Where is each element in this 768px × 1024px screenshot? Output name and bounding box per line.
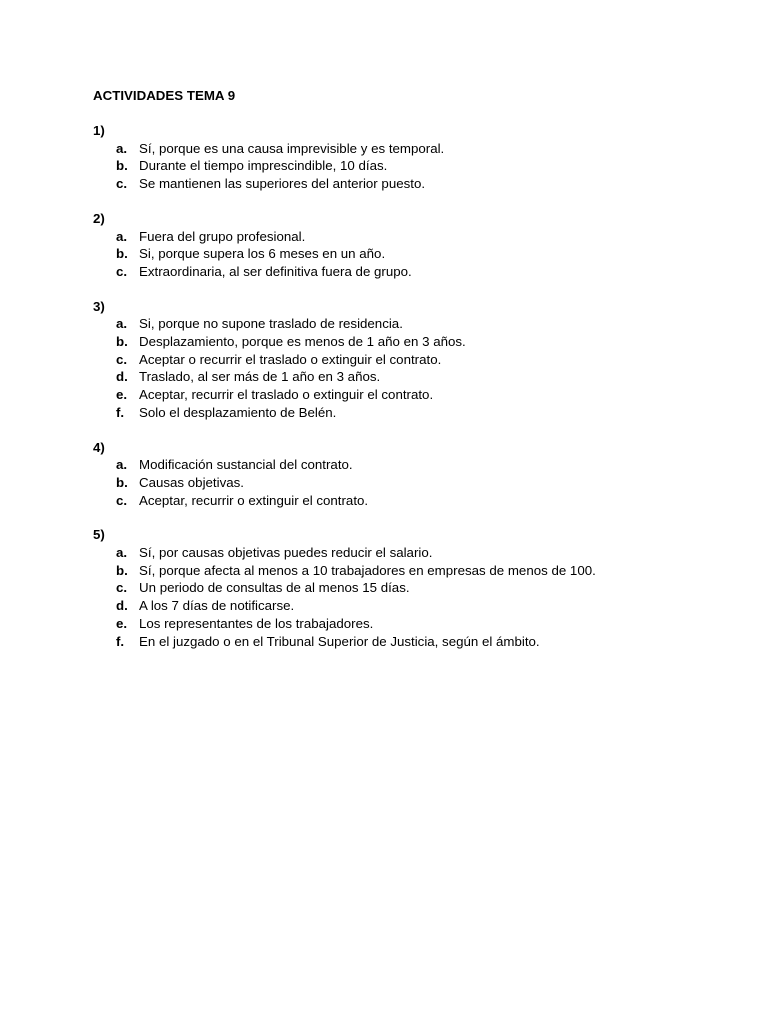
answer-letter: a. — [116, 140, 128, 156]
answer-text: Extraordinaria, al ser definitiva fuera de grupo. — [139, 263, 412, 279]
answer-item — [93, 474, 733, 492]
answer-item — [93, 597, 733, 615]
answer-item — [93, 263, 733, 281]
answer-item — [93, 157, 733, 175]
answer-text: Fuera del grupo profesional. — [139, 228, 306, 244]
answer-text: Aceptar, recurrir o extinguir el contrato. — [139, 492, 369, 508]
answer-text: Sí, porque es una causa imprevisible y es temporal. — [139, 140, 445, 156]
answer-list — [93, 315, 733, 421]
answer-text: En el juzgado o en el Tribunal Superior de Justicia, según el ámbito. — [139, 633, 540, 649]
answer-item — [93, 368, 733, 386]
document-page — [93, 87, 733, 650]
answer-item — [93, 492, 733, 510]
answer-text: Sí, por causas objetivas puedes reducir el salario. — [139, 545, 433, 561]
answer-letter: c. — [116, 176, 128, 192]
answer-letter: c. — [116, 263, 128, 279]
answer-item — [93, 386, 733, 404]
question-number: 2) — [93, 210, 105, 226]
answer-letter: b. — [116, 334, 128, 350]
answer-letter: e. — [116, 615, 128, 631]
answer-text: Si, porque no supone traslado de residencia. — [139, 316, 403, 332]
answer-text: Desplazamiento, porque es menos de 1 año en 3 años. — [139, 334, 466, 350]
answer-item — [93, 175, 733, 193]
answer-letter: c. — [116, 351, 128, 367]
answer-text: Un periodo de consultas de al menos 15 días. — [139, 580, 410, 596]
answer-item — [93, 633, 733, 651]
answer-text: Modificación sustancial del contrato. — [139, 457, 353, 473]
answer-letter: b. — [116, 562, 128, 578]
answer-letter: a. — [116, 457, 128, 473]
answer-text: Aceptar, recurrir el traslado o extinguir el contrato. — [139, 387, 434, 403]
question-list — [93, 122, 733, 650]
answer-letter: f. — [116, 633, 125, 649]
answer-list — [93, 456, 733, 509]
answer-letter: a. — [116, 545, 128, 561]
answer-item — [93, 315, 733, 333]
question-block — [93, 298, 733, 422]
answer-item — [93, 579, 733, 597]
answer-text: Si, porque supera los 6 meses en un año. — [139, 246, 386, 262]
answer-item — [93, 562, 733, 580]
answer-letter: c. — [116, 580, 128, 596]
answer-text: Los representantes de los trabajadores. — [139, 615, 374, 631]
answer-text: Aceptar o recurrir el traslado o extinguir el contrato. — [139, 351, 442, 367]
answer-item — [93, 544, 733, 562]
question-number: 1) — [93, 123, 105, 138]
answer-text: Traslado, al ser más de 1 año en 3 años. — [139, 369, 381, 385]
question-block — [93, 526, 733, 650]
answer-text: Causas objetivas. — [139, 474, 244, 490]
question-block — [93, 210, 733, 281]
answer-text: Solo el desplazamiento de Belén. — [139, 404, 337, 420]
answer-text: A los 7 días de notificarse. — [139, 598, 295, 614]
answer-letter: b. — [116, 158, 128, 174]
answer-letter: d. — [116, 598, 128, 614]
answer-letter: b. — [116, 246, 128, 262]
answer-letter: c. — [116, 492, 128, 508]
answer-list — [93, 228, 733, 281]
answer-item — [93, 140, 733, 158]
answer-letter: f. — [116, 404, 125, 420]
answer-list — [93, 544, 733, 650]
answer-item — [93, 404, 733, 422]
document-title: ACTIVIDADES TEMA 9 — [93, 88, 236, 103]
question-number: 4) — [93, 439, 105, 455]
answer-list — [93, 140, 733, 193]
question-number: 5) — [93, 527, 105, 543]
question-block — [93, 122, 733, 193]
answer-text: Sí, porque afecta al menos a 10 trabajadores en empresas de menos de 100. — [139, 562, 596, 578]
question-block — [93, 439, 733, 510]
answer-item — [93, 245, 733, 263]
answer-letter: d. — [116, 369, 128, 385]
answer-text: Se mantienen las superiores del anterior puesto. — [139, 176, 426, 192]
answer-letter: a. — [116, 228, 128, 244]
question-number: 3) — [93, 298, 105, 314]
answer-text: Durante el tiempo imprescindible, 10 días. — [139, 158, 388, 174]
answer-letter: e. — [116, 387, 128, 403]
answer-letter: b. — [116, 474, 128, 490]
answer-item — [93, 228, 733, 246]
answer-item — [93, 333, 733, 351]
answer-item — [93, 351, 733, 369]
answer-item — [93, 615, 733, 633]
answer-letter: a. — [116, 316, 128, 332]
answer-item — [93, 456, 733, 474]
